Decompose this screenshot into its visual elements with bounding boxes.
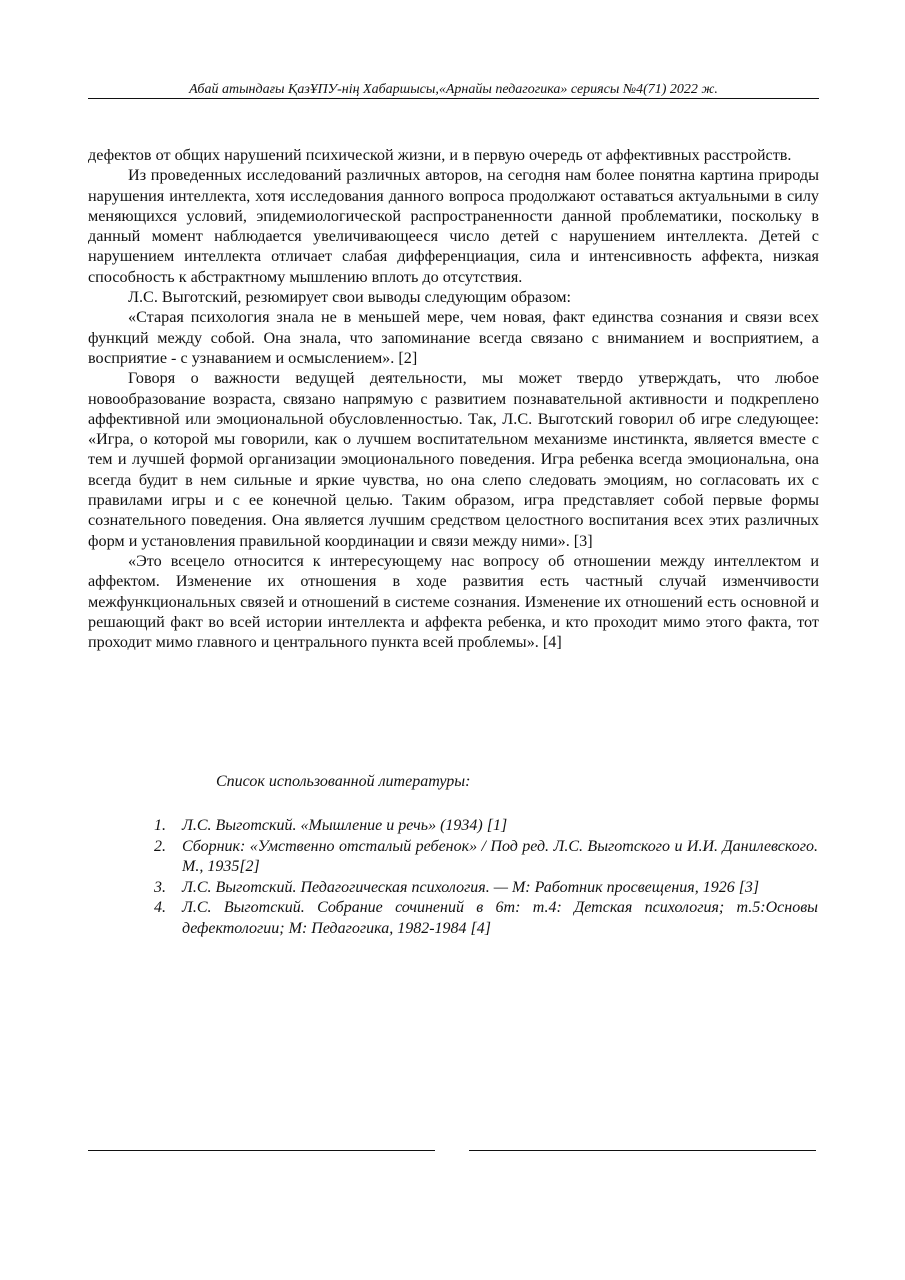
reference-text: Л.С. Выготский. «Мышление и речь» (1934) [1] [182,817,508,834]
reference-number: 3. [154,878,166,896]
reference-number: 4. [154,899,166,916]
reference-text: Л.С. Выготский. Педагогическая психология. — М: Работник просвещения, 1926 [3] [182,878,760,896]
reference-text: Сборник: «Умственно отсталый ребенок» / Под ред. Л.С. Выготского и И.И. Данилевского. М., 1935[2] [182,837,818,875]
journal-header: Абай атындағы ҚазҰПУ-нің Хабаршысы,«Арнайы педагогика» сериясы №4(71) 2022 ж. [189,82,718,97]
body-quote: «Это всецело относится к интересующему нас вопросу об отношении между интеллектом и аффектом. Изменение их отношения в ходе развития есть частный случай изменчивости межфункциональных связей и отношений в системе сознания. Изменение их отношений есть основной и решающий факт во всей истории интеллекта и аффекта ребенка, и кто проходит мимо этого факта, тот проходит мимо главного и центрального пункта всей проблемы». [4] [88,551,819,652]
reference-item [148,898,818,939]
footer-divider-left [88,1150,435,1151]
references-list [148,816,818,939]
reference-number: 1. [154,817,166,834]
reference-item [148,816,818,837]
header-divider [88,98,819,99]
references-title: Список использованной литературы: [216,773,471,790]
body-paragraph: дефектов от общих нарушений психической жизни, и в первую очередь от аффективных расстройств. [88,146,792,164]
reference-number: 2. [154,837,166,855]
body-paragraph: Говоря о важности ведущей деятельности, мы может твердо утверждать, что любое новообразование возраста, связано напрямую с развитием познавательной активности и подкреплено аффективной или эмоциональной обусловленностью. Так, Л.С. Выготский говорил об игре следующее: «Игра, о которой мы говорили, как о лучшем воспитательном механизме инстинкта, является вместе с тем и лучшей формой организации эмоционального поведения. Игра ребенка всегда эмоциональна, она всегда будит в нем сильные и яркие чувства, но она слепо следовать эмоциям, но согласовать их с правилами игры и с ее конечной целью. Таким образом, игра представляет собой первые формы сознательного поведения. Она является лучшим средством целостного воспитания всех этих различных форм и установления правильной координации и связи между ними». [3] [88,369,819,550]
reference-item [148,837,818,878]
footer-divider-right [469,1150,816,1151]
body-paragraph: Из проведенных исследований различных авторов, на сегодня нам более понятна картина природы нарушения интеллекта, хотя исследования данного вопроса продолжают оставаться актуальными в силу меняющихся условий, эпидемиологической распространенности данной проблематики, поскольку в данный момент наблюдается увеличивающееся число детей с нарушением интеллекта. Детей с нарушением интеллекта отличает слабая дифференциация, сила и интенсивность аффекта, низкая способность к абстрактному мышлению вплоть до отсутствия. [88,166,819,286]
body-paragraph: Л.С. Выготский, резюмирует свои выводы следующим образом: [128,288,572,307]
body-quote: «Старая психология знала не в меньшей мере, чем новая, факт единства сознания и связи всех функций между собой. Она знала, что запоминание всегда связано с вниманием и восприятием, а восприятие - с узнаванием и осмыслением». [2] [88,308,819,367]
article-body [88,145,819,652]
reference-item [148,878,818,899]
reference-text: Л.С. Выготский. Собрание сочинений в 6т: т.4: Детская психология; т.5:Основы дефектологии; М: Педагогика, 1982-1984 [4] [182,899,818,937]
